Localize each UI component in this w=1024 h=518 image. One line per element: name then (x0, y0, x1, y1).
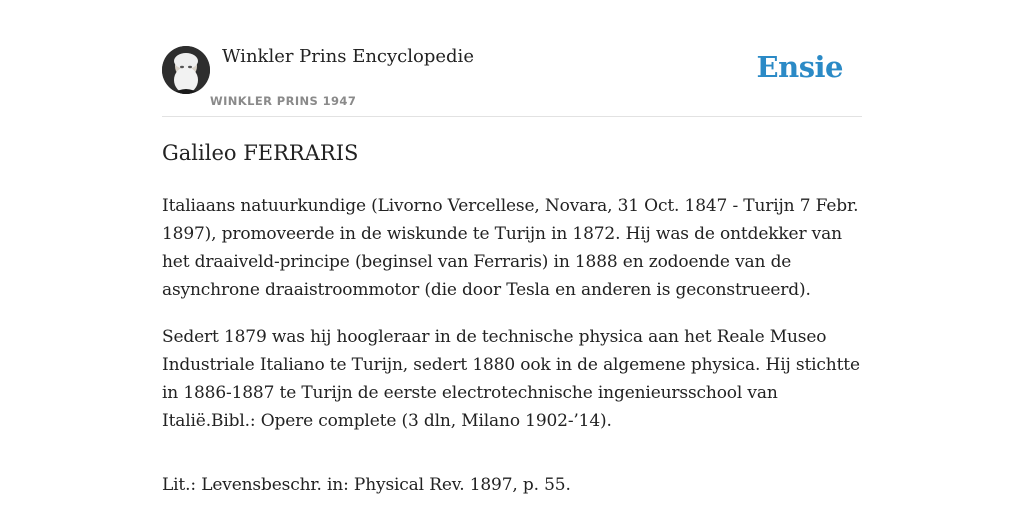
header (162, 0, 862, 117)
edition-label[interactable]: WINKLER PRINS 1947 (210, 94, 357, 108)
article-title: Galileo FERRARIS (162, 141, 359, 165)
portrait-icon (162, 46, 210, 94)
author-avatar[interactable] (162, 46, 210, 94)
brand-logo[interactable]: Ensie (756, 50, 843, 84)
paragraph-1: Italiaans natuurkundige (Livorno Vercellese, Novara, 31 Oct. 1847 - Turijn 7 Febr. 1897), promoveerde in de wiskunde te Turijn in 1872. Hij was de ontdekker van het draaiveld-principe (beginsel van Ferraris) in 1888 en zodoende van de asynchrone draaistroommotor (die door Tesla en anderen is geconstrueerd). (162, 196, 859, 300)
site-name[interactable]: Winkler Prins Encyclopedie (222, 46, 474, 67)
article-body (162, 192, 862, 518)
literature-reference: Lit.: Levensbeschr. in: Physical Rev. 1897, p. 55. (162, 475, 571, 495)
paragraph-2: Sedert 1879 was hij hoogleraar in de technische physica aan het Reale Museo Industriale Italiano te Turijn, sedert 1880 ook in de algemene physica. Hij stichtte in 1886-1887 te Turijn de eerste electrotechnische ingenieursschool van Italië.Bibl.: Opere complete (3 dln, Milano 1902-’14). (162, 327, 860, 431)
article-card (162, 0, 862, 512)
